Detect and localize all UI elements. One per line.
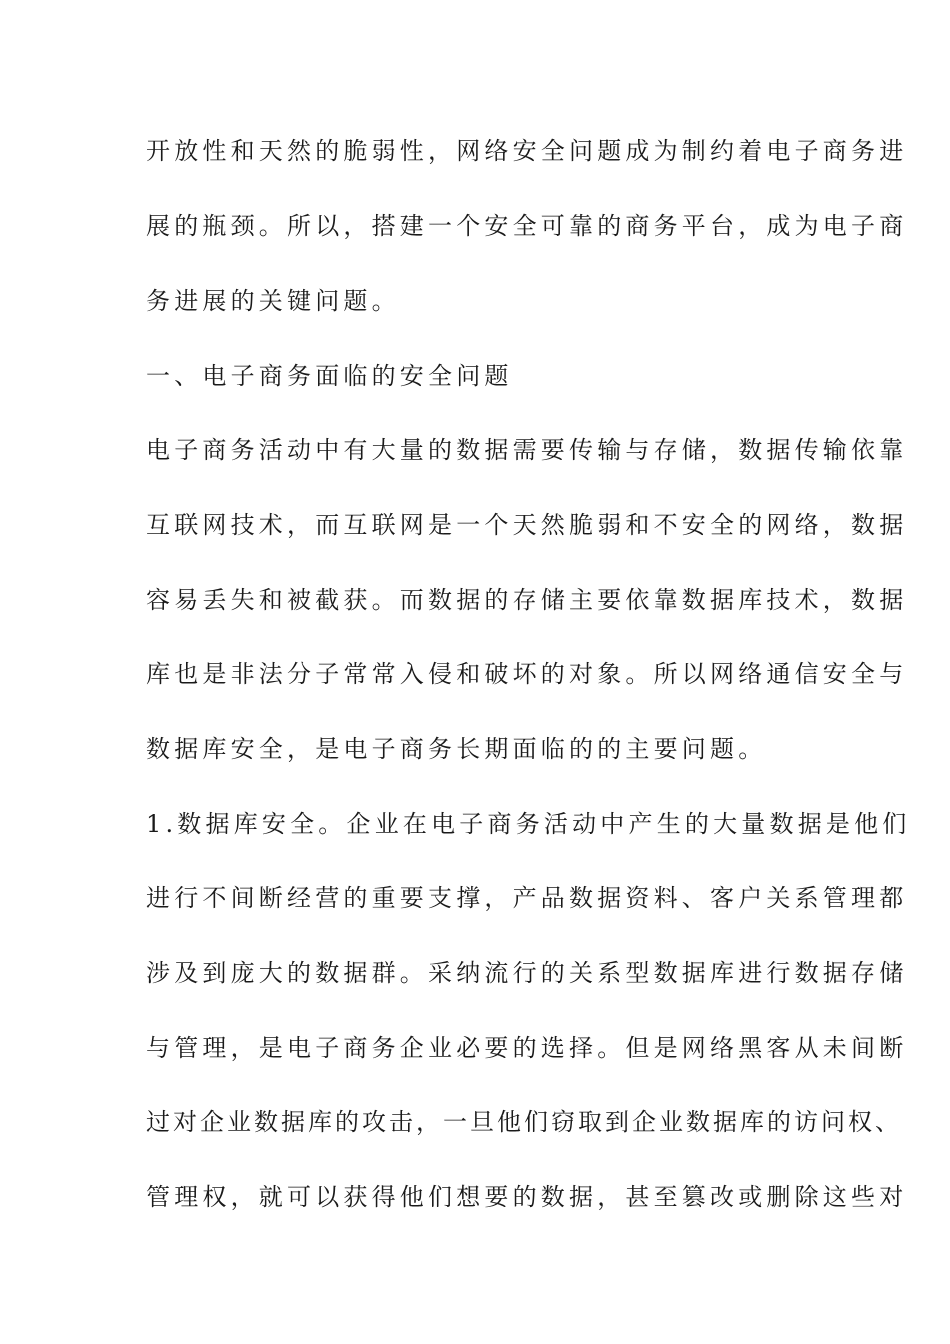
paragraph-line: 开放性和天然的脆弱性，网络安全问题成为制约着电子商务进 [146,137,908,165]
paragraph-line: 互联网技术，而互联网是一个天然脆弱和不安全的网络，数据 [146,511,908,539]
paragraph-line: 电子商务活动中有大量的数据需要传输与存储，数据传输依靠 [146,436,908,464]
paragraph-line: 过对企业数据库的攻击，一旦他们窃取到企业数据库的访问权、 [146,1108,902,1136]
paragraph-line: 库也是非法分子常常入侵和破坏的对象。所以网络通信安全与 [146,660,908,688]
section-heading: 一、电子商务面临的安全问题 [146,362,513,390]
paragraph-line: 容易丢失和被截获。而数据的存储主要依靠数据库技术，数据 [146,586,908,614]
paragraph-line: 与管理，是电子商务企业必要的选择。但是网络黑客从未间断 [146,1034,908,1062]
paragraph-line: 数据库安全，是电子商务长期面临的的主要问题。 [146,735,767,763]
paragraph-line: 进行不间断经营的重要支撑，产品数据资料、客户关系管理都 [146,884,908,912]
paragraph-line: 务进展的关键问题。 [146,287,400,315]
paragraph-line: 管理权，就可以获得他们想要的数据，甚至篡改或删除这些对 [146,1183,908,1211]
paragraph-line: 涉及到庞大的数据群。采纳流行的关系型数据库进行数据存储 [146,959,908,987]
paragraph-line: 展的瓶颈。所以，搭建一个安全可靠的商务平台，成为电子商 [146,212,908,240]
paragraph-line: 1.数据库安全。企业在电子商务活动中产生的大量数据是他们 [146,810,911,838]
